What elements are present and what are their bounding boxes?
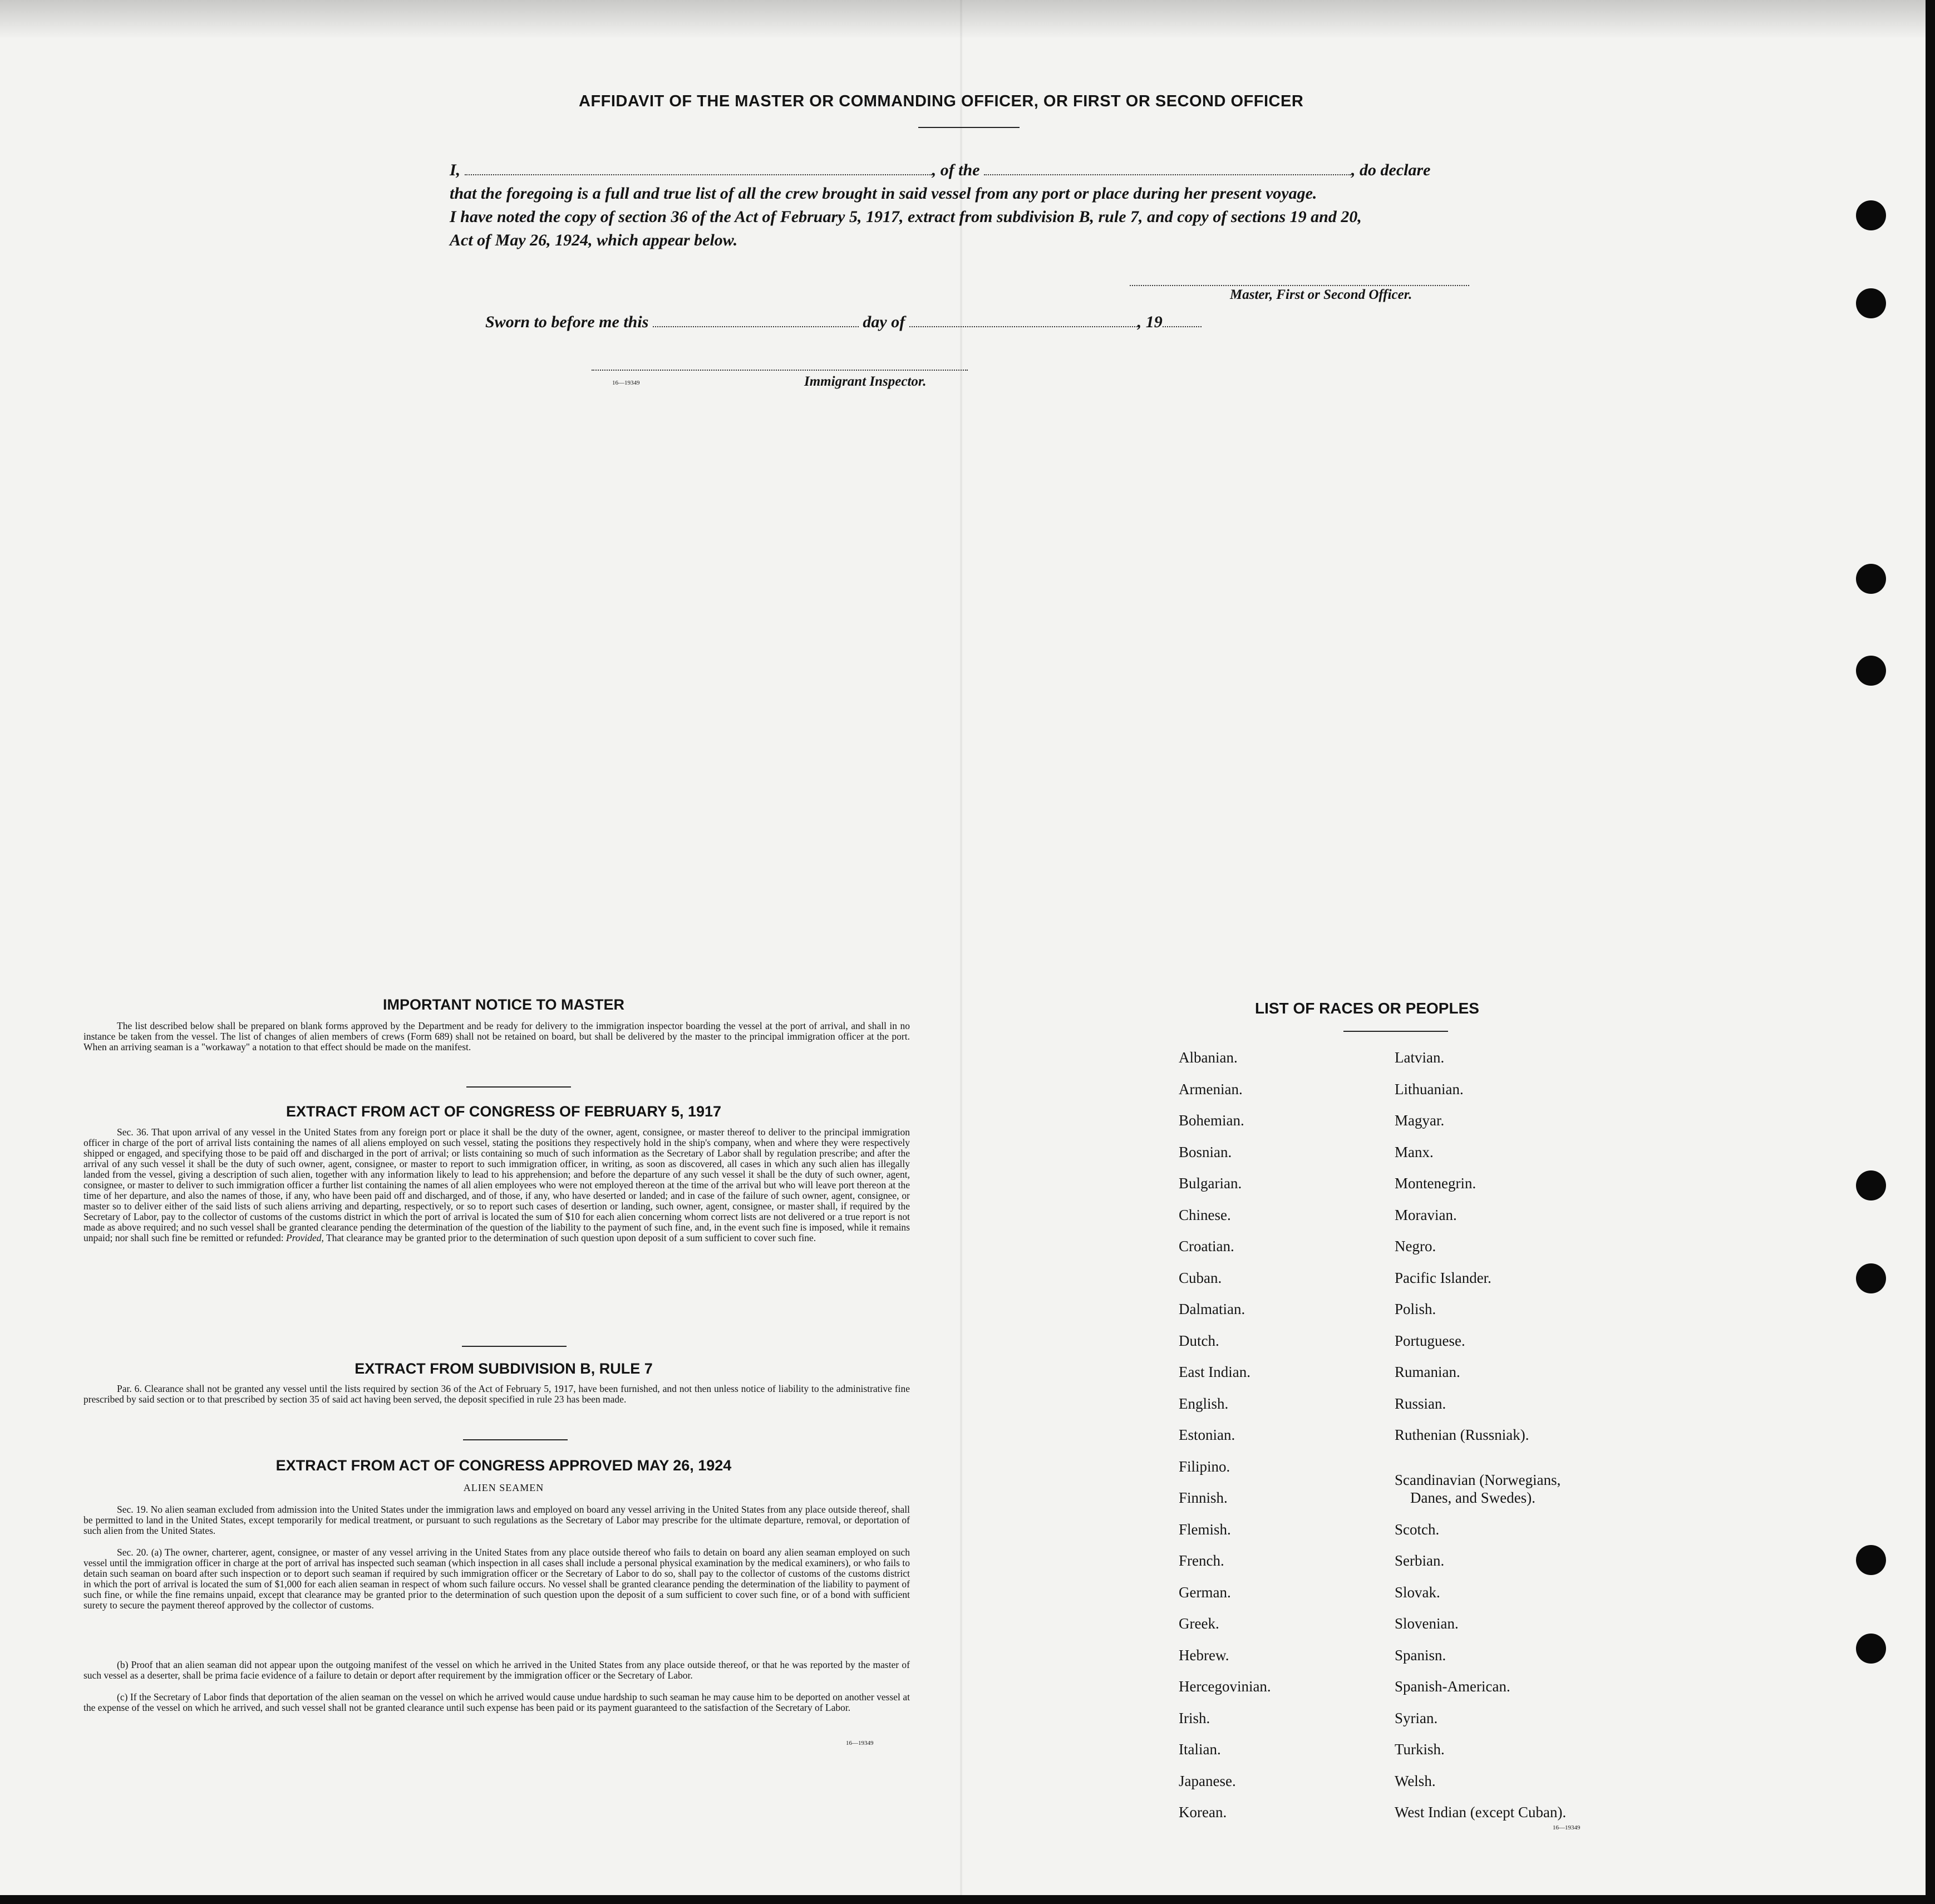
race-item: Ruthenian (Russniak). [1395, 1426, 1529, 1443]
race-item: Estonian. [1179, 1426, 1235, 1443]
punch-hole [1856, 1634, 1886, 1664]
sec-20c-text: (c) If the Secretary of Labor finds that deportation of the alien seaman on the vessel on which he arrived would cause undue hardship to such seaman he may cause him to be deported on another vessel at the expense of the vessel on which he arrived, and such vessel shall not be granted clearance until such expense has been paid or its payment guaranteed to the satisfaction of the Secretary of Labor. [83, 1691, 910, 1713]
vessel-field[interactable] [984, 162, 1351, 175]
race-item: Irish. [1179, 1709, 1210, 1726]
race-item: Flemish. [1179, 1521, 1231, 1538]
master-signature-line[interactable] [1130, 285, 1469, 286]
race-item: Russian. [1395, 1395, 1446, 1412]
race-item: Montenegrin. [1395, 1175, 1476, 1192]
race-item: Italian. [1179, 1741, 1221, 1758]
day-field[interactable] [653, 314, 859, 327]
form-number: 16—19349 [612, 380, 640, 386]
race-item: Hebrew. [1179, 1646, 1229, 1664]
race-item: Magyar. [1395, 1112, 1445, 1129]
race-item: Danes, and Swedes). [1410, 1489, 1535, 1506]
section-divider [463, 1439, 568, 1440]
scan-shadow [0, 0, 1926, 39]
race-item: West Indian (except Cuban). [1395, 1804, 1567, 1821]
race-item: East Indian. [1179, 1364, 1250, 1380]
sec-19-label: Sec. 19. [117, 1504, 149, 1515]
sworn-line [485, 313, 1202, 332]
race-item: Finnish. [1179, 1489, 1228, 1506]
affidavit-statement [450, 159, 1496, 252]
race-item: Slovenian. [1395, 1615, 1459, 1632]
statement-line: I have noted the copy of section 36 of the Act of February 5, 1917, extract from subdivision B, rule 7, and copy of sections 19 and 20, [450, 208, 1362, 226]
race-item: Rumanian. [1395, 1364, 1460, 1380]
act-1917-text [83, 1127, 910, 1243]
race-item: Bosnian. [1179, 1143, 1232, 1160]
day-of-label: day of [863, 313, 905, 331]
race-item: Welsh. [1395, 1772, 1436, 1789]
races-heading: LIST OF RACES OR PEOPLES [1255, 1000, 1479, 1017]
year-prefix: , 19 [1137, 313, 1163, 331]
act-1924-heading: EXTRACT FROM ACT OF CONGRESS APPROVED MAY 26, 1924 [275, 1457, 732, 1474]
race-item: Pacific Islander. [1395, 1269, 1491, 1286]
race-item: Albanian. [1179, 1049, 1238, 1066]
punch-hole [1856, 656, 1886, 686]
inspector-signature-line[interactable] [592, 370, 968, 371]
race-item: Hercegovinian. [1179, 1678, 1271, 1695]
race-item: Serbian. [1395, 1552, 1445, 1569]
do-declare-label: , do declare [1351, 161, 1431, 179]
race-item: Manx. [1395, 1143, 1434, 1160]
race-item: Chinese. [1179, 1206, 1231, 1223]
race-item: English. [1179, 1395, 1229, 1412]
sec-20a-text [83, 1547, 910, 1611]
master-signature-label: Master, First or Second Officer. [1230, 287, 1412, 302]
form-number: 16—19349 [846, 1740, 874, 1746]
year-field[interactable] [1163, 314, 1202, 327]
race-item: French. [1179, 1552, 1224, 1569]
race-item: Dutch. [1179, 1332, 1219, 1349]
race-item: Portuguese. [1395, 1332, 1465, 1349]
act-1917-heading: EXTRACT FROM ACT OF CONGRESS OF FEBRUARY 5, 1917 [285, 1103, 722, 1120]
sec-19-text [83, 1504, 910, 1536]
race-item: Dalmatian. [1179, 1301, 1245, 1317]
punch-hole [1856, 1170, 1886, 1201]
race-item: Bulgarian. [1179, 1175, 1242, 1192]
race-item: Filipino. [1179, 1458, 1230, 1475]
sec-36-label: Sec. 36. [117, 1126, 149, 1138]
race-item: Polish. [1395, 1301, 1436, 1317]
race-item: Moravian. [1395, 1206, 1457, 1223]
sec-19-body: No alien seaman excluded from admission into the United States under the immigration laws and employed on board any vessel arriving in the United States from any place outside thereof, shall be permitted to land in the United States, except temporarily for medical treatment, or pursuant to such regulations as the Secretary of Labor may prescribe for the ultimate departure, removal, or deportation of such alien from the United States. [83, 1504, 910, 1536]
month-field[interactable] [909, 314, 1138, 327]
race-item: Armenian. [1179, 1080, 1243, 1098]
punch-hole [1856, 1545, 1886, 1575]
race-item: Syrian. [1395, 1709, 1438, 1726]
provided-text: That clearance may be granted prior to the determination of such question upon deposit of a sum sufficient to cover such fine. [326, 1232, 816, 1243]
sec-36-text: That upon arrival of any vessel in the United States from any foreign port or place it shall be the duty of the owner, agent, consignee, or master thereof to deliver to the principal immigration officer in charge of the port of arrival lists containing the names of all aliens employed on such vessel, stating the positions they respectively hold in the ship's company, when and where they were respectively shipped or engaged, and specifying those to be paid off and discharged in the port of arrival; or lists containing so much of such information as the Secretary of Labor shall by regulation prescribe; and after the arrival of any such vessel it shall be the duty of such owner, agent, consignee, or master to report to such immigration officer, in writing, as soon as discovered, all cases in which any such alien has illegally landed from the vessel, giving a description of such alien, together with any information likely to lead to his apprehension; and before the departure of any such vessel it shall be the duty of such owner, agent, consignee, or master to deliver to such immigration officer a further list containing the names of all alien employees who were not employed thereon at the time of the arrival but who will leave port thereon at the time of her departure, and also the names of those, if any, who have been paid off and discharged, and of those, if any, who have deserted or landed; and in case of the failure of such owner, agent, consignee, or master so to deliver either of the said lists of such aliens arriving and departing, respectively, or so to report such cases of desertion or landing, such owner, agent, consignee, or master shall, if required by the Secretary of Labor, pay to the collector of customs of the customs district in which the port of arrival is located the sum of $10 for each alien concerning whom correct lists are not delivered or a true report is not made as above required; and no such vessel shall be granted clearance pending the determination of the question of the liability to the payment of such fine, and, in the event such fine is imposed, while it remains unpaid; nor shall such fine be remitted or refunded: [83, 1126, 910, 1243]
race-item: Negro. [1395, 1238, 1436, 1254]
race-item: Spanish-American. [1395, 1678, 1510, 1695]
sworn-label: Sworn to before me this [485, 313, 649, 331]
race-item: Turkish. [1395, 1741, 1445, 1758]
race-item: Croatian. [1179, 1238, 1234, 1254]
inspector-label: Immigrant Inspector. [804, 374, 927, 389]
alien-seamen-subheading: ALIEN SEAMEN [463, 1482, 544, 1493]
race-item: Scandinavian (Norwegians, [1395, 1471, 1561, 1488]
punch-hole [1856, 200, 1886, 230]
i-label: I, [450, 161, 461, 179]
title-underline [918, 127, 1020, 128]
section-divider [462, 1346, 567, 1347]
race-item: Bohemian. [1179, 1112, 1244, 1129]
race-item: Japanese. [1179, 1772, 1236, 1789]
race-item: Scotch. [1395, 1521, 1440, 1538]
punch-hole [1856, 1263, 1886, 1293]
form-number: 16—19349 [1553, 1824, 1581, 1831]
statement-line: Act of May 26, 1924, which appear below. [450, 231, 738, 249]
race-item: Cuban. [1179, 1269, 1222, 1286]
affidavit-title: AFFIDAVIT OF THE MASTER OR COMMANDING OFFICER, OR FIRST OR SECOND OFFICER [579, 92, 1304, 110]
race-item: Lithuanian. [1395, 1080, 1464, 1098]
notice-text: The list described below shall be prepared on blank forms approved by the Department and be ready for delivery to the immigration inspector boarding the vessel at the port of arrival, and shall in no instance be taken from the vessel. The list of changes of alien members of crews (Form 689) shall not be retained on board, but shall be delivered by the master to the principal immigration officer at the port. When an arriving seaman is a "workaway" a notation to that effect should be made on the manifest. [83, 1020, 910, 1052]
fold-line [960, 0, 962, 1895]
races-underline [1343, 1031, 1448, 1032]
notice-heading: IMPORTANT NOTICE TO MASTER [383, 996, 624, 1013]
race-item: Slovak. [1395, 1583, 1440, 1601]
rule-7-heading: EXTRACT FROM SUBDIVISION B, RULE 7 [354, 1360, 653, 1377]
race-item: German. [1179, 1583, 1231, 1601]
sec-20-label: Sec. 20. [117, 1547, 149, 1558]
rule-7-text: Par. 6. Clearance shall not be granted any vessel until the lists required by section 36 of the Act of February 5, 1917, have been furnished, and not then unless notice of liability to the administrative fine prescribed by said section or to that prescribed by section 35 of said act having been served, the deposit specified in rule 23 has been made. [83, 1383, 910, 1405]
provided-label: Provided, [286, 1232, 324, 1243]
race-item: Latvian. [1395, 1049, 1445, 1066]
race-item: Greek. [1179, 1615, 1219, 1632]
sec-20b-text: (b) Proof that an alien seaman did not appear upon the outgoing manifest of the vessel on which he arrived in the United States from any place outside thereof, or that he was reported by the master of such vessel as a deserter, shall be prima facie evidence of a failure to detain or deport after requirement by the immigration officer or the Secretary of Labor. [83, 1659, 910, 1681]
section-divider [466, 1086, 571, 1088]
punch-hole [1856, 288, 1886, 318]
punch-hole [1856, 564, 1886, 594]
race-item: Korean. [1179, 1804, 1227, 1821]
sec-20a-body: (a) The owner, charterer, agent, consignee, or master of any vessel arriving in the United States from any place outside thereof who fails to detain on board any alien seaman employed on such vessel until the immigration officer in charge at the port of arrival has inspected such seaman (which inspection in all cases shall include a personal physical examination by the medical examiners), or who fails to detain such seaman on board after such inspection or to deport such seaman if required by such immigration officer or the Secretary of Labor to do so, shall pay to the collector of customs of the customs district in which the port of arrival is located the sum of $1,000 for each alien seaman in respect of whom such failure occurs. No vessel shall be granted clearance pending the determination of the liability to payment of such fine, or while the fine remains unpaid, except that clearance may be granted prior to the determination of such question upon the deposit of a sum sufficient to cover such fine, or of a bond with sufficient surety to secure the payment thereof approved by the collector of customs. [83, 1547, 910, 1611]
race-item: Spanisn. [1395, 1646, 1446, 1664]
name-field[interactable] [465, 162, 932, 175]
statement-line: that the foregoing is a full and true list of all the crew brought in said vessel from any port or place during her present voyage. [450, 184, 1317, 203]
of-the-label: , of the [932, 161, 980, 179]
